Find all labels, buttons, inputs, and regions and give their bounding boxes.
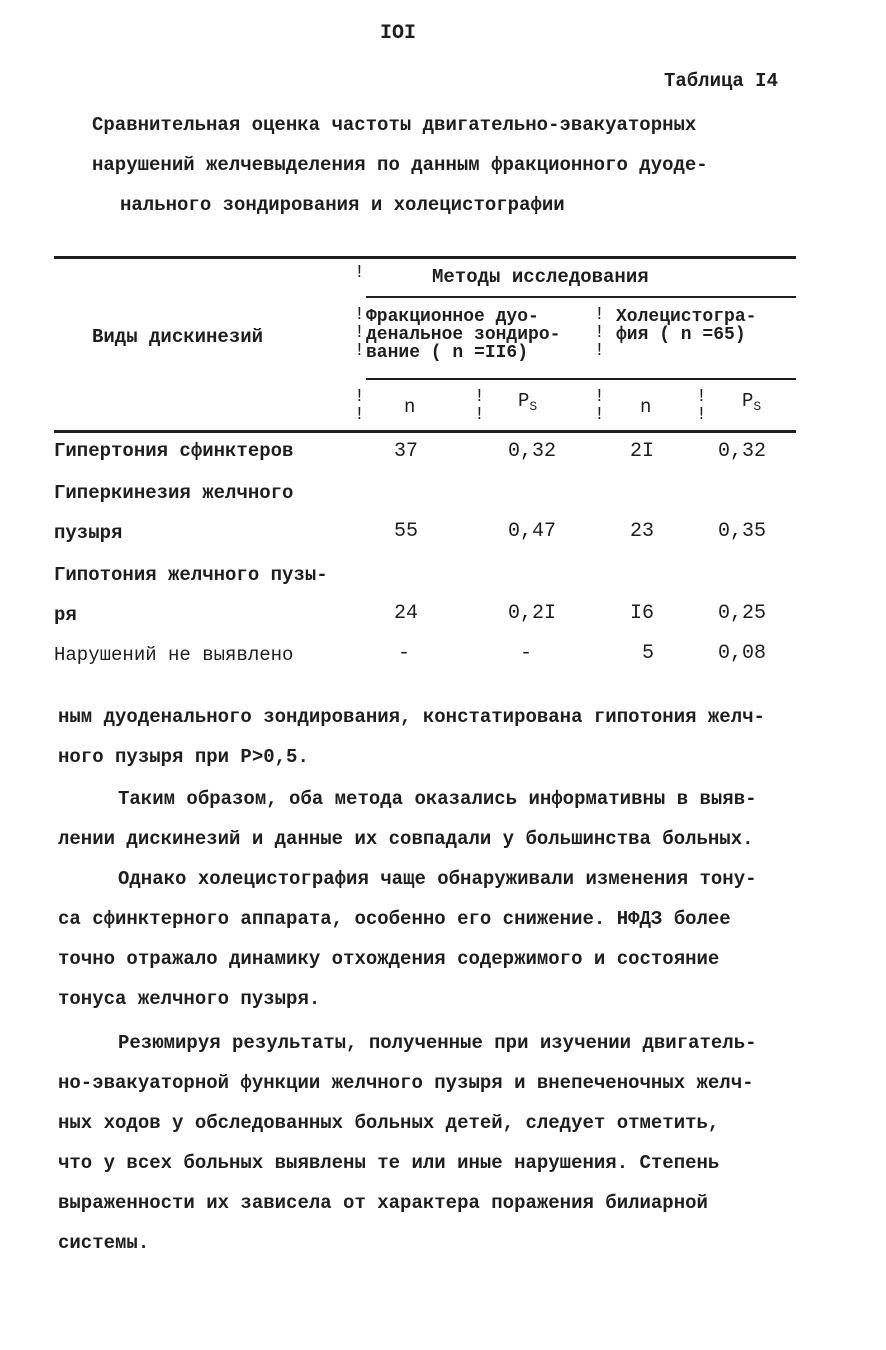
cell-p-fdz: 0,47 [508, 520, 557, 543]
cell-p-cholecystography: 0,32 [718, 440, 767, 463]
cell-n-fdz: 55 [394, 520, 419, 543]
body-line: ным дуоденального зондирования, констатирована гипотония желч- [58, 706, 765, 728]
body-line: Резюмируя результаты, полученные при изучении двигатель- [118, 1032, 757, 1054]
header-method-fdz-line-2: денальное зондиро- [366, 325, 561, 345]
row-label: ря [54, 604, 77, 626]
cell-n-cholecystography: 5 [642, 642, 655, 665]
page-number: IOI [380, 22, 417, 45]
column-separator-mark: ! ! [594, 387, 605, 425]
table-caption-line-1: Сравнительная оценка частоты двигательно-эвакуаторных [92, 114, 697, 136]
row-label: Нарушений не выявлено [54, 644, 294, 666]
column-separator-mark: ! ! ! [594, 305, 605, 361]
table-caption-line-3: нального зондирования и холецистографии [120, 194, 565, 216]
cell-p-fdz: - [520, 642, 533, 665]
cell-p-fdz: 0,32 [508, 440, 557, 463]
column-separator-mark: ! ! [354, 387, 365, 425]
column-separator-mark: ! ! [474, 387, 485, 425]
header-dyskinesia-kinds: Виды дискинезий [92, 326, 264, 348]
header-method-fdz-line-3: вание ( n =II6) [366, 343, 529, 363]
column-separator-mark: ! [354, 263, 365, 283]
body-line: выраженности их зависела от характера поражения билиарной [58, 1192, 708, 1214]
column-separator-mark: ! ! ! [354, 305, 365, 361]
methods-header-rule [366, 296, 796, 298]
body-line: но-эвакуаторной функции желчного пузыря и внепеченочных желч- [58, 1072, 754, 1094]
cell-n-cholecystography: 2I [630, 440, 655, 463]
body-line: ного пузыря при P>0,5. [58, 746, 309, 768]
cell-n-fdz: 24 [394, 602, 419, 625]
body-line: Таким образом, оба метода оказались информативны в выяв- [118, 788, 757, 810]
header-method-cholecystography-line-1: Холецистогра- [616, 307, 757, 327]
cell-n-cholecystography: I6 [630, 602, 655, 625]
body-line: тонуса желчного пузыря. [58, 988, 321, 1010]
body-line: точно отражало динамику отхождения содержимого и состояние [58, 948, 720, 970]
cell-n-cholecystography: 23 [630, 520, 655, 543]
header-method-cholecystography-line-2: фия ( n =65) [616, 325, 746, 345]
cell-p-cholecystography: 0,35 [718, 520, 767, 543]
subheader-n: n [640, 396, 652, 418]
header-method-fdz-line-1: Фракционное дуо- [366, 307, 539, 327]
body-line: Однако холецистография чаще обнаруживали изменения тону- [118, 868, 757, 890]
subheader-rule [366, 378, 796, 380]
body-line: ных ходов у обследованных больных детей, следует отметить, [58, 1112, 720, 1134]
cell-p-cholecystography: 0,25 [718, 602, 767, 625]
body-line: лении дискинезий и данные их совпадали у большинства больных. [58, 828, 754, 850]
header-bottom-rule [54, 430, 796, 433]
cell-n-fdz: - [398, 642, 411, 665]
header-methods: Методы исследования [432, 266, 649, 288]
row-label: пузыря [54, 522, 123, 544]
row-label: Гипотония желчного пузы- [54, 564, 328, 586]
cell-p-cholecystography: 0,08 [718, 642, 767, 665]
subheader-p: $P_S$ [518, 390, 538, 414]
subheader-p: $P_S$ [742, 390, 762, 414]
cell-p-fdz: 0,2I [508, 602, 557, 625]
body-line: что у всех больных выявлены те или иные нарушения. Степень [58, 1152, 720, 1174]
table-caption-line-2: нарушений желчевыделения по данным фракционного дуоде- [92, 154, 708, 176]
body-line: системы. [58, 1232, 150, 1254]
table-top-rule [54, 256, 796, 259]
row-label: Гипертония сфинктеров [54, 440, 294, 462]
table-label: Таблица I4 [663, 70, 778, 92]
column-separator-mark: ! ! [696, 387, 707, 425]
body-line: са сфинктерного аппарата, особенно его снижение. НФДЗ более [58, 908, 731, 930]
subheader-n: n [404, 396, 416, 418]
row-label: Гиперкинезия желчного [54, 482, 294, 504]
cell-n-fdz: 37 [394, 440, 419, 463]
